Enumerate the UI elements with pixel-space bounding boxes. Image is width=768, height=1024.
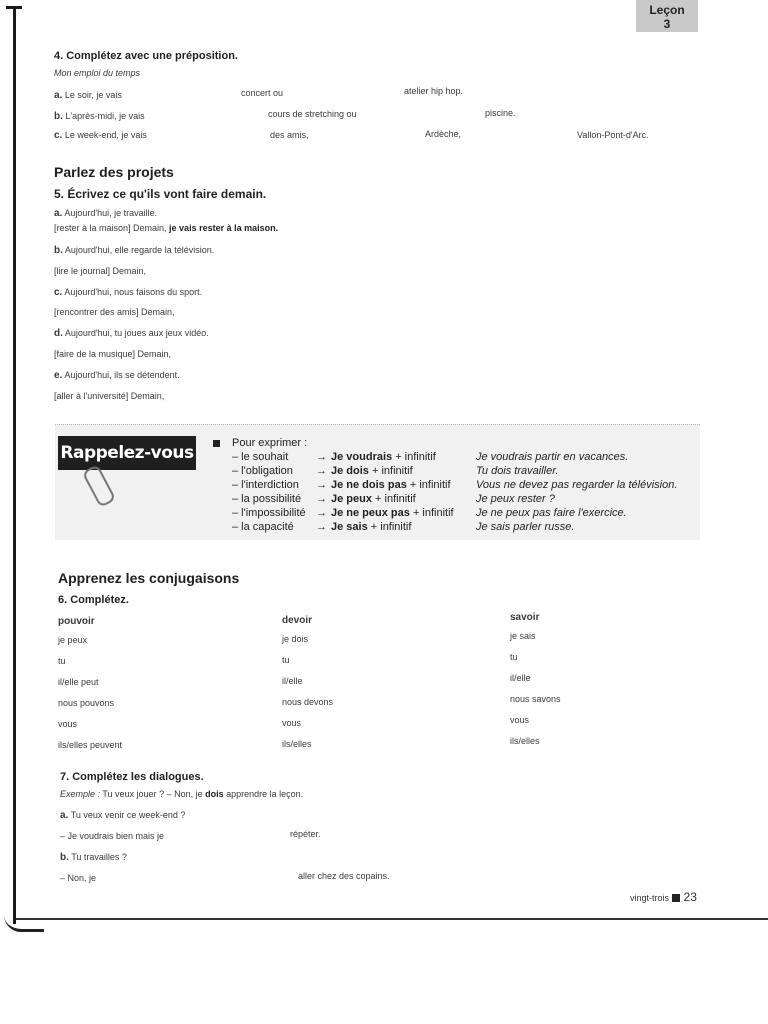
square-icon — [672, 894, 680, 902]
page-footer — [630, 890, 697, 904]
rappel-concept: – la possibilité — [232, 493, 302, 505]
conj-row: je sais — [510, 631, 536, 641]
ex5-b-line1 — [54, 245, 214, 256]
margin-bar — [13, 6, 16, 924]
conj-row: ils/elles — [510, 736, 540, 746]
ex5-title: 5. Écrivez ce qu'ils vont faire demain. — [54, 187, 267, 201]
ex4-b-c2: piscine. — [485, 108, 516, 118]
ex5-label-c: c. — [54, 287, 63, 298]
ex5-c-line2: [rencontrer des amis] Demain, — [54, 307, 175, 317]
ex7-example-label: Exemple : — [60, 789, 101, 799]
rappel-formula — [331, 493, 416, 505]
margin-foot — [4, 915, 44, 932]
col-header-savoir: savoir — [510, 612, 540, 623]
ex4-c-c2: Ardèche, — [425, 129, 462, 139]
ex5-a-answer: je vais rester à la maison. — [169, 223, 279, 233]
ex4-c-c1: des amis, — [270, 130, 309, 140]
conj-row: tu — [510, 652, 518, 662]
rappel-suffix: + infinitif — [409, 479, 451, 491]
ex5-d-text: Aujourd'hui, tu joues aux jeux vidéo. — [64, 328, 209, 338]
ex4-label-a: a. — [54, 90, 63, 101]
rappel-concept: – l'interdiction — [232, 479, 299, 491]
ex5-label-a: a. — [54, 208, 63, 219]
rappel-intro: Pour exprimer : — [232, 437, 308, 449]
arrow-icon: → — [316, 465, 327, 477]
ex7-example-bold: dois — [205, 789, 224, 799]
ex7-label-b: b. — [60, 852, 69, 863]
rappel-verb: Je ne peux pas — [331, 507, 410, 519]
rappel-suffix: + infinitif — [395, 451, 436, 463]
rappel-verb: Je dois — [331, 465, 369, 477]
rappel-concept: – l'impossibilité — [232, 507, 306, 519]
rappel-formula — [331, 521, 411, 533]
ex5-label-e: e. — [54, 370, 63, 381]
ex7-example-post: apprendre la leçon. — [223, 789, 304, 799]
rappel-bullet-icon — [213, 440, 220, 447]
conj-row: vous — [282, 718, 302, 728]
col-header-devoir: devoir — [282, 615, 313, 626]
rappel-example: Je peux rester ? — [476, 493, 555, 505]
ex4-label-b: b. — [54, 111, 63, 122]
conj-row: nous pouvons — [58, 698, 115, 708]
ex4-row-a — [54, 90, 122, 101]
conj-row: je peux — [58, 635, 88, 645]
conj-row: il/elle — [510, 673, 531, 683]
section-title-conjugaisons: Apprenez les conjugaisons — [58, 570, 240, 586]
ex5-e-text: Aujourd'hui, ils se détendent. — [64, 370, 180, 380]
arrow-icon: → — [316, 451, 327, 463]
rappel-example: Je ne peux pas faire l'exercice. — [476, 507, 627, 519]
ex7-b-answer-end: aller chez des copains. — [298, 871, 390, 881]
conj-row: vous — [510, 715, 530, 725]
ex7-a-question-text: Tu veux venir ce week-end ? — [70, 810, 186, 820]
ex4-a-c1: concert ou — [241, 88, 284, 98]
ex7-label-a: a. — [60, 810, 69, 821]
rappel-formula — [331, 479, 451, 491]
ex7-a-answer-start: – Je voudrais bien mais je — [60, 831, 165, 841]
ex4-row-b — [54, 111, 145, 122]
ex4-b-c1: cours de stretching ou — [268, 109, 357, 119]
col-savoir — [510, 612, 561, 757]
arrow-icon: → — [316, 493, 327, 505]
ex4-a-c2: atelier hip hop. — [404, 86, 464, 96]
rappel-concept: – le souhait — [232, 451, 289, 463]
conj-row: ils/elles — [282, 739, 312, 749]
ex7-title: 7. Complétez les dialogues. — [60, 771, 204, 783]
ex7-a-question — [60, 810, 185, 821]
ex7-example — [60, 789, 303, 799]
ex4-subtitle: Mon emploi du temps — [54, 68, 141, 78]
rappel-example: Tu dois travailler. — [476, 465, 559, 477]
conj-row: vous — [58, 719, 78, 729]
rappel-example: Je sais parler russe. — [476, 521, 575, 533]
ex5-c-text: Aujourd'hui, nous faisons du sport. — [64, 287, 203, 297]
ex5-label-d: d. — [54, 328, 63, 339]
conj-row: nous devons — [282, 697, 334, 707]
ex5-b-line2: [lire le journal] Demain, — [54, 266, 147, 276]
rappel-example: Je voudrais partir en vacances. — [476, 451, 629, 463]
col-header-pouvoir: pouvoir — [58, 616, 95, 627]
rappel-suffix: + infinitif — [412, 507, 454, 519]
page-number: 23 — [683, 890, 697, 904]
rappel-concept: – l'obligation — [232, 465, 293, 477]
col-devoir — [282, 615, 333, 760]
rappel-suffix: + infinitif — [371, 465, 413, 477]
arrow-icon: → — [316, 479, 327, 491]
ex7-b-question-text: Tu travailles ? — [71, 852, 127, 862]
ex4-title: 4. Complétez avec une préposition. — [54, 50, 238, 62]
ex5-d-line2: [faire de la musique] Demain, — [54, 349, 172, 359]
ex4-text-a: Le soir, je vais — [64, 90, 122, 100]
conj-row: tu — [58, 656, 66, 666]
arrow-icon: → — [316, 507, 327, 519]
rappel-concept: – la capacité — [232, 521, 294, 533]
ex5-b-text: Aujourd'hui, elle regarde la télévision. — [64, 245, 215, 255]
ex5-c-line1 — [54, 287, 202, 298]
rappel-formula — [331, 451, 436, 463]
rappel-title: Rappelez-vous — [58, 436, 196, 470]
ex5-d-line1 — [54, 328, 209, 339]
conj-row: il/elle — [282, 676, 303, 686]
rappel-formula — [331, 465, 413, 477]
ex5-a-line2 — [54, 223, 278, 233]
conj-row: tu — [282, 655, 290, 665]
rappel-suffix: + infinitif — [370, 521, 412, 533]
lecon-label: Leçon — [649, 3, 685, 17]
bottom-rule — [16, 918, 768, 920]
col-pouvoir — [58, 616, 122, 761]
rappel-suffix: + infinitif — [375, 493, 416, 505]
section-title-projets: Parlez des projets — [54, 164, 174, 180]
lecon-tab — [636, 0, 698, 32]
page-word: vingt-trois — [630, 893, 670, 903]
ex5-e-line2: [aller à l'université] Demain, — [54, 391, 165, 401]
rappel-verb: Je voudrais — [331, 451, 393, 463]
conj-row: il/elle peut — [58, 677, 99, 687]
ex5-label-b: b. — [54, 245, 63, 256]
ex4-c-c3: Vallon-Pont-d'Arc. — [577, 130, 649, 140]
ex4-row-c — [54, 130, 147, 141]
conj-row: nous savons — [510, 694, 561, 704]
ex7-a-answer-end: répéter. — [290, 829, 321, 839]
rappel-verb: Je sais — [331, 521, 368, 533]
conj-row: je dois — [282, 634, 309, 644]
ex5-a-text: Aujourd'hui, je travaille. — [64, 208, 158, 218]
ex4-text-c: Le week-end, je vais — [64, 130, 147, 140]
ex7-b-question — [60, 852, 127, 863]
ex4-text-b: L'après-midi, je vais — [65, 111, 145, 121]
lecon-number: 3 — [663, 17, 671, 31]
ex7-example-pre: Tu veux jouer ? – Non, je — [100, 789, 206, 799]
arrow-icon: → — [316, 521, 327, 533]
ex4-label-c: c. — [54, 130, 63, 141]
conj-row: ils/elles peuvent — [58, 740, 123, 750]
ex6-title: 6. Complétez. — [58, 594, 129, 606]
ex5-e-line1 — [54, 370, 180, 381]
rappel-verb: Je peux — [331, 493, 372, 505]
ex7-b-answer-start: – Non, je — [60, 873, 97, 883]
rappel-verb: Je ne dois pas — [331, 479, 407, 491]
rappel-formula — [331, 507, 454, 519]
ex5-a-prompt: [rester à la maison] Demain, — [54, 223, 170, 233]
ex5-a-line1 — [54, 208, 157, 219]
rappel-example: Vous ne devez pas regarder la télévision. — [476, 479, 678, 491]
